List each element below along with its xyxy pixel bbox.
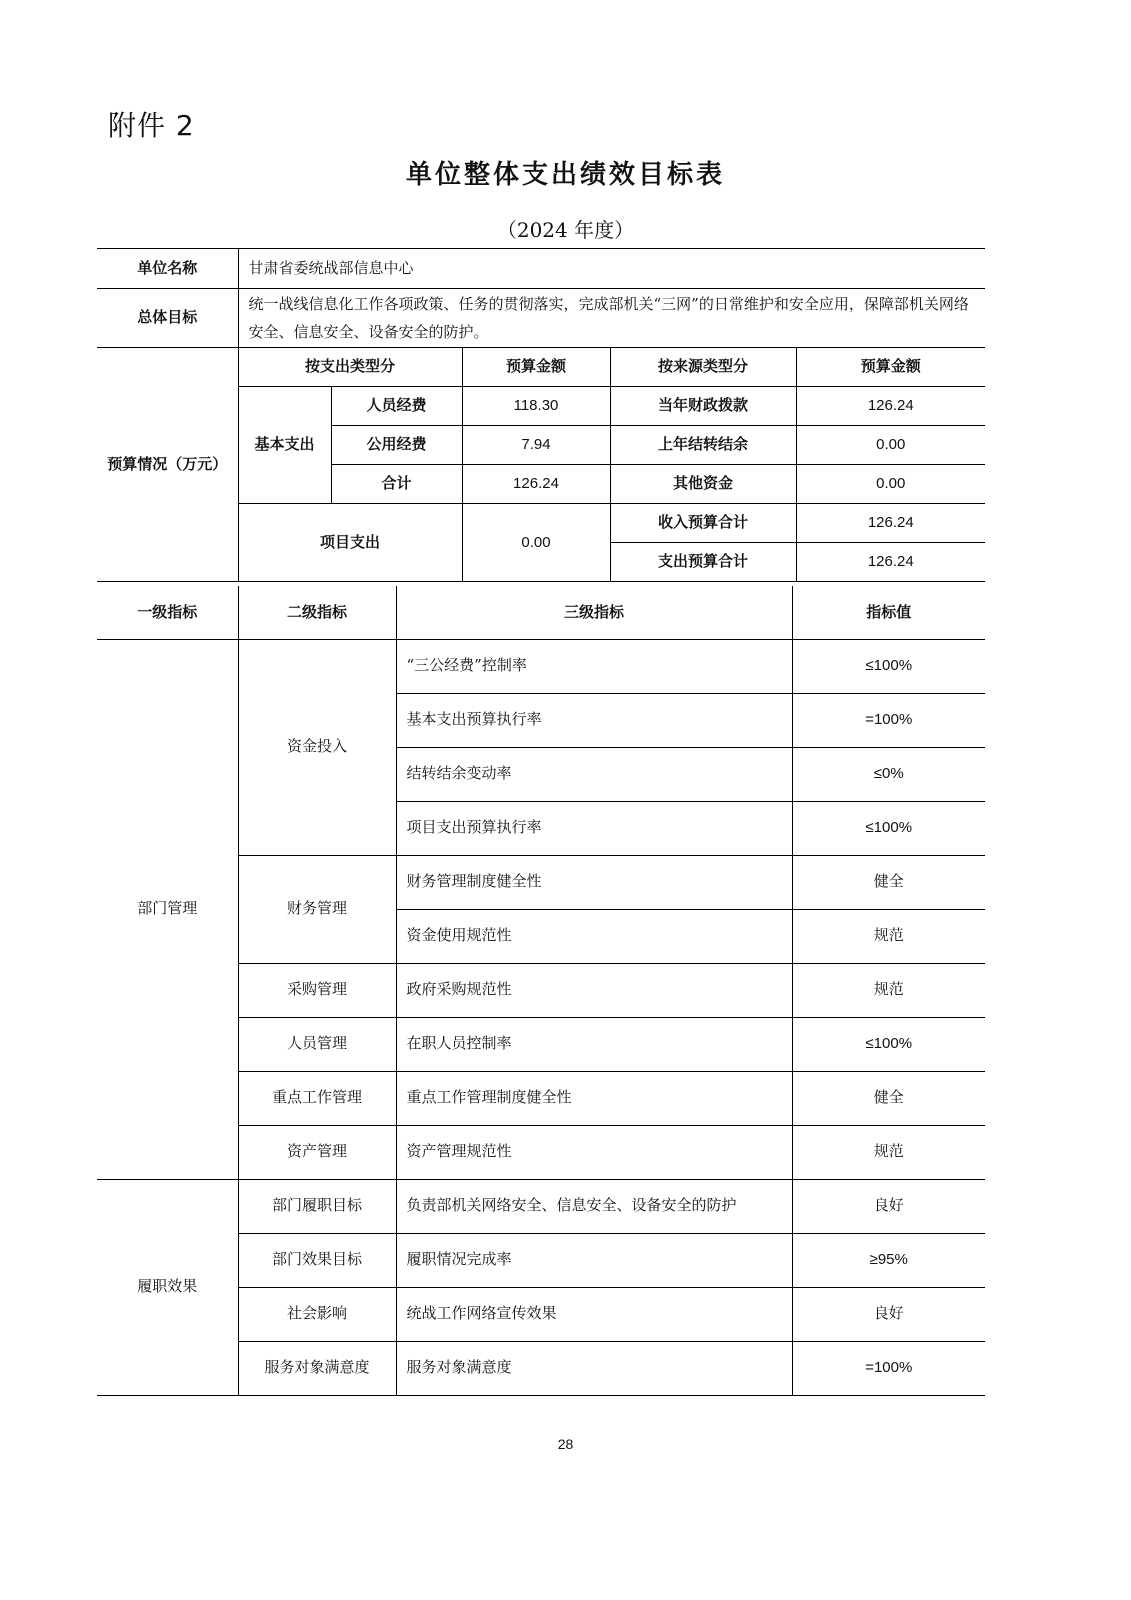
level2-dept-effect-goal: 部门效果目标 xyxy=(238,1233,396,1287)
level2-key-work-management: 重点工作管理 xyxy=(238,1071,396,1125)
source-1-label: 当年财政拨款 xyxy=(610,387,796,426)
header-level-3: 三级指标 xyxy=(396,586,792,639)
document-year: （2024 年度） xyxy=(496,218,635,242)
level3-text: 在职人员控制率 xyxy=(396,1017,792,1071)
indicator-value: ≤100% xyxy=(792,639,985,693)
overall-goal-value: 统一战线信息化工作各项政策、任务的贯彻落实，完成部机关“三网”的日常维护和安全应用，保障部机关网络安全、信息安全、设备安全的防护。 xyxy=(238,289,985,348)
level3-text: 资产管理规范性 xyxy=(396,1125,792,1179)
indicator-value: =100% xyxy=(792,1341,985,1395)
source-5-amount: 126.24 xyxy=(796,543,985,582)
level3-text: 项目支出预算执行率 xyxy=(396,801,792,855)
document-title: 单位整体支出绩效目标表 xyxy=(405,160,725,190)
source-3-amount: 0.00 xyxy=(796,465,985,504)
attachment-label: 附件 2 xyxy=(108,109,195,142)
source-2-amount: 0.00 xyxy=(796,426,985,465)
header-amount-1: 预算金额 xyxy=(462,348,610,387)
indicator-value: ≤100% xyxy=(792,801,985,855)
indicator-table xyxy=(97,586,985,1396)
header-level-2: 二级指标 xyxy=(238,586,396,639)
basic-expense-label: 基本支出 xyxy=(238,387,331,504)
source-4-amount: 126.24 xyxy=(796,504,985,543)
overall-goal-label: 总体目标 xyxy=(97,289,238,348)
level3-text: 负责部机关网络安全、信息安全、设备安全的防护 xyxy=(396,1179,792,1233)
source-3-label: 其他资金 xyxy=(610,465,796,504)
indicator-value: 健全 xyxy=(792,855,985,909)
indicator-value: ≤100% xyxy=(792,1017,985,1071)
level1-dept-management: 部门管理 xyxy=(97,639,238,1179)
public-label: 公用经费 xyxy=(331,426,462,465)
level3-text: 统战工作网络宣传效果 xyxy=(396,1287,792,1341)
indicator-value: 健全 xyxy=(792,1071,985,1125)
budget-label: 预算情况（万元） xyxy=(97,348,238,582)
level2-finance-management: 财务管理 xyxy=(238,855,396,963)
unit-name-value: 甘肃省委统战部信息中心 xyxy=(238,249,985,289)
personnel-amount: 118.30 xyxy=(462,387,610,426)
source-5-label: 支出预算合计 xyxy=(610,543,796,582)
source-1-amount: 126.24 xyxy=(796,387,985,426)
level1-performance-effect: 履职效果 xyxy=(97,1179,238,1395)
level3-text: “三公经费”控制率 xyxy=(396,639,792,693)
indicator-value: 良好 xyxy=(792,1179,985,1233)
indicator-value: ≥95% xyxy=(792,1233,985,1287)
source-4-label: 收入预算合计 xyxy=(610,504,796,543)
page-number: 28 xyxy=(557,1436,574,1452)
level3-text: 重点工作管理制度健全性 xyxy=(396,1071,792,1125)
level3-text: 政府采购规范性 xyxy=(396,963,792,1017)
source-2-label: 上年结转结余 xyxy=(610,426,796,465)
level2-fund-input: 资金投入 xyxy=(238,639,396,855)
indicator-value: ≤0% xyxy=(792,747,985,801)
header-by-source: 按来源类型分 xyxy=(610,348,796,387)
header-amount-2: 预算金额 xyxy=(796,348,985,387)
indicator-value: 规范 xyxy=(792,1125,985,1179)
header-level-1: 一级指标 xyxy=(97,586,238,639)
unit-name-label: 单位名称 xyxy=(97,249,238,289)
level3-text: 履职情况完成率 xyxy=(396,1233,792,1287)
indicator-value: =100% xyxy=(792,693,985,747)
level3-text: 财务管理制度健全性 xyxy=(396,855,792,909)
public-amount: 7.94 xyxy=(462,426,610,465)
level2-procurement-management: 采购管理 xyxy=(238,963,396,1017)
indicator-value: 良好 xyxy=(792,1287,985,1341)
budget-table xyxy=(97,248,985,582)
header-value: 指标值 xyxy=(792,586,985,639)
indicator-value: 规范 xyxy=(792,963,985,1017)
level3-text: 结转结余变动率 xyxy=(396,747,792,801)
level3-text: 基本支出预算执行率 xyxy=(396,693,792,747)
personnel-label: 人员经费 xyxy=(331,387,462,426)
subtotal-amount: 126.24 xyxy=(462,465,610,504)
level2-staff-management: 人员管理 xyxy=(238,1017,396,1071)
level3-text: 服务对象满意度 xyxy=(396,1341,792,1395)
project-expense-label: 项目支出 xyxy=(238,504,462,582)
level3-text: 资金使用规范性 xyxy=(396,909,792,963)
project-expense-amount: 0.00 xyxy=(462,504,610,582)
subtotal-label: 合计 xyxy=(331,465,462,504)
level2-social-impact: 社会影响 xyxy=(238,1287,396,1341)
level2-asset-management: 资产管理 xyxy=(238,1125,396,1179)
level2-dept-duty-goal: 部门履职目标 xyxy=(238,1179,396,1233)
indicator-value: 规范 xyxy=(792,909,985,963)
level2-service-satisfaction: 服务对象满意度 xyxy=(238,1341,396,1395)
header-by-type: 按支出类型分 xyxy=(238,348,462,387)
